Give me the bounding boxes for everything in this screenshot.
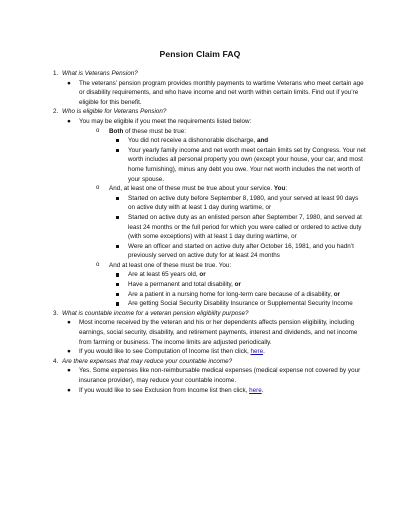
item-text: Are getting Social Security Disability Insurance or Supplemental Security Income	[128, 300, 353, 308]
item-bold: or	[333, 290, 341, 298]
lead-text: And at least one of these must be true. You:	[109, 261, 232, 269]
square-bullet-icon	[116, 245, 119, 248]
item-text: Started on active duty before September 8, 1980, and your served at least 90 days on active duty with at least 1 day during wartime, or	[128, 194, 359, 212]
item-text: Were an officer and started on active duty after October 16, 1981, and you hadn’t previously served on active duty for at least 24 months	[128, 242, 354, 260]
group-2-lead	[62, 184, 366, 194]
lead-end: :	[285, 185, 288, 193]
group-3-lead	[62, 261, 366, 271]
item-text: Are at least 65 years old,	[128, 271, 200, 279]
list-item	[62, 290, 366, 300]
lead-bold: Both	[109, 127, 124, 135]
answer-4-link-line	[62, 386, 366, 396]
link-prefix: If you would like to see Exclusion from Income list then click,	[79, 386, 250, 394]
answer-3	[62, 318, 366, 347]
circle-bullet-icon: o	[96, 185, 100, 192]
square-bullet-icon	[116, 139, 119, 142]
answer-1	[62, 79, 366, 108]
answer-4	[62, 366, 366, 385]
page-title: Pension Claim FAQ	[159, 49, 241, 59]
answer-text: You may be eligible if you meet the requirements listed below:	[79, 117, 252, 125]
bullet-icon: ●	[67, 319, 71, 327]
item-bold: and	[256, 137, 269, 145]
item-text: You did not receive a dishonorable discharge,	[128, 137, 257, 145]
item-text: Started on active duty as an enlisted person after September 7, 1980, and served at least 24 months or the full period for which you were called or ordered to active duty (with some exceptions) with at least 1 day during wartime, or	[128, 213, 362, 241]
square-bullet-icon	[116, 302, 119, 305]
bullet-icon: ●	[67, 117, 71, 125]
exclusion-from-income-link[interactable]: here	[249, 386, 262, 394]
item-text: Are a patient in a nursing home for long-term care because of a disability,	[128, 290, 334, 298]
item-text: Have a permanent and total disability,	[128, 281, 235, 289]
question-number: 2.	[53, 108, 59, 116]
lead-bold: You	[273, 185, 286, 193]
lead-text: And, at least one of these must be true about your service.	[109, 185, 274, 193]
list-item	[62, 280, 366, 290]
lead-text: of these must be true:	[123, 127, 186, 135]
square-bullet-icon	[116, 283, 119, 286]
item-bold: or	[234, 281, 241, 289]
item-text: Your yearly family income and net worth meet certain limits set by Congress. Your net worth includes all personal property you own (except your house, your car, and most home furnishing), minus any debt you owe. Your net worth includes the net worth of your spouse.	[128, 146, 366, 183]
square-bullet-icon	[116, 273, 119, 276]
question-text: Are there expenses that may reduce your countable income?	[62, 357, 233, 365]
question-4	[53, 357, 366, 367]
list-item	[62, 146, 366, 184]
list-item	[62, 270, 366, 280]
link-suffix: .	[261, 386, 264, 394]
question-number: 3.	[53, 309, 59, 317]
question-text: What is Veterans Pension?	[62, 70, 138, 77]
list-item	[62, 194, 366, 213]
square-bullet-icon	[116, 293, 119, 296]
square-bullet-icon	[116, 216, 119, 219]
question-text: Who is eligible for Veterans Pension?	[62, 108, 167, 116]
bullet-icon: ●	[67, 386, 71, 394]
answer-2-intro	[62, 117, 366, 127]
question-2	[53, 107, 366, 117]
bullet-icon: ●	[67, 348, 71, 356]
answer-3-link-line	[62, 347, 366, 357]
bullet-icon: ●	[67, 79, 71, 87]
item-bold: or	[199, 271, 206, 279]
question-text: What is countable income for a veteran pension eligibility purpose?	[62, 309, 249, 317]
question-3	[53, 309, 366, 319]
question-number: 1.	[53, 70, 59, 77]
link-suffix: .	[263, 348, 265, 356]
bullet-icon: ●	[67, 367, 71, 375]
list-item	[62, 136, 366, 146]
circle-bullet-icon: o	[96, 261, 100, 268]
link-prefix: If you would like to see Computation of Income list then click,	[79, 348, 251, 356]
group-1-lead	[62, 127, 366, 137]
question-1	[53, 69, 366, 79]
answer-text: Yes. Some expenses like non-reimbursable medical expenses (medical expense not covered by your insurance provider), may reduce your countable income.	[79, 367, 361, 384]
answer-text: The veterans’ pension program provides monthly payments to wartime Veterans who meet certain age or disability requirements, and who have income and net worth within certain limits. Find out if you’re eligible for this benefit.	[79, 79, 364, 106]
list-item	[62, 213, 366, 242]
computation-of-income-link[interactable]: here	[250, 348, 264, 356]
question-number: 4.	[53, 357, 59, 365]
square-bullet-icon	[116, 149, 119, 152]
list-item	[62, 299, 366, 309]
list-item	[62, 242, 366, 261]
circle-bullet-icon: o	[96, 127, 100, 134]
square-bullet-icon	[116, 197, 119, 200]
answer-text: Most income received by the veteran and his or her dependents affects pension eligibility, including earnings, social security, disability, and retirement payments, interest and dividends, and net income from farming or business. The income limits are adjusted periodically.	[79, 319, 358, 346]
